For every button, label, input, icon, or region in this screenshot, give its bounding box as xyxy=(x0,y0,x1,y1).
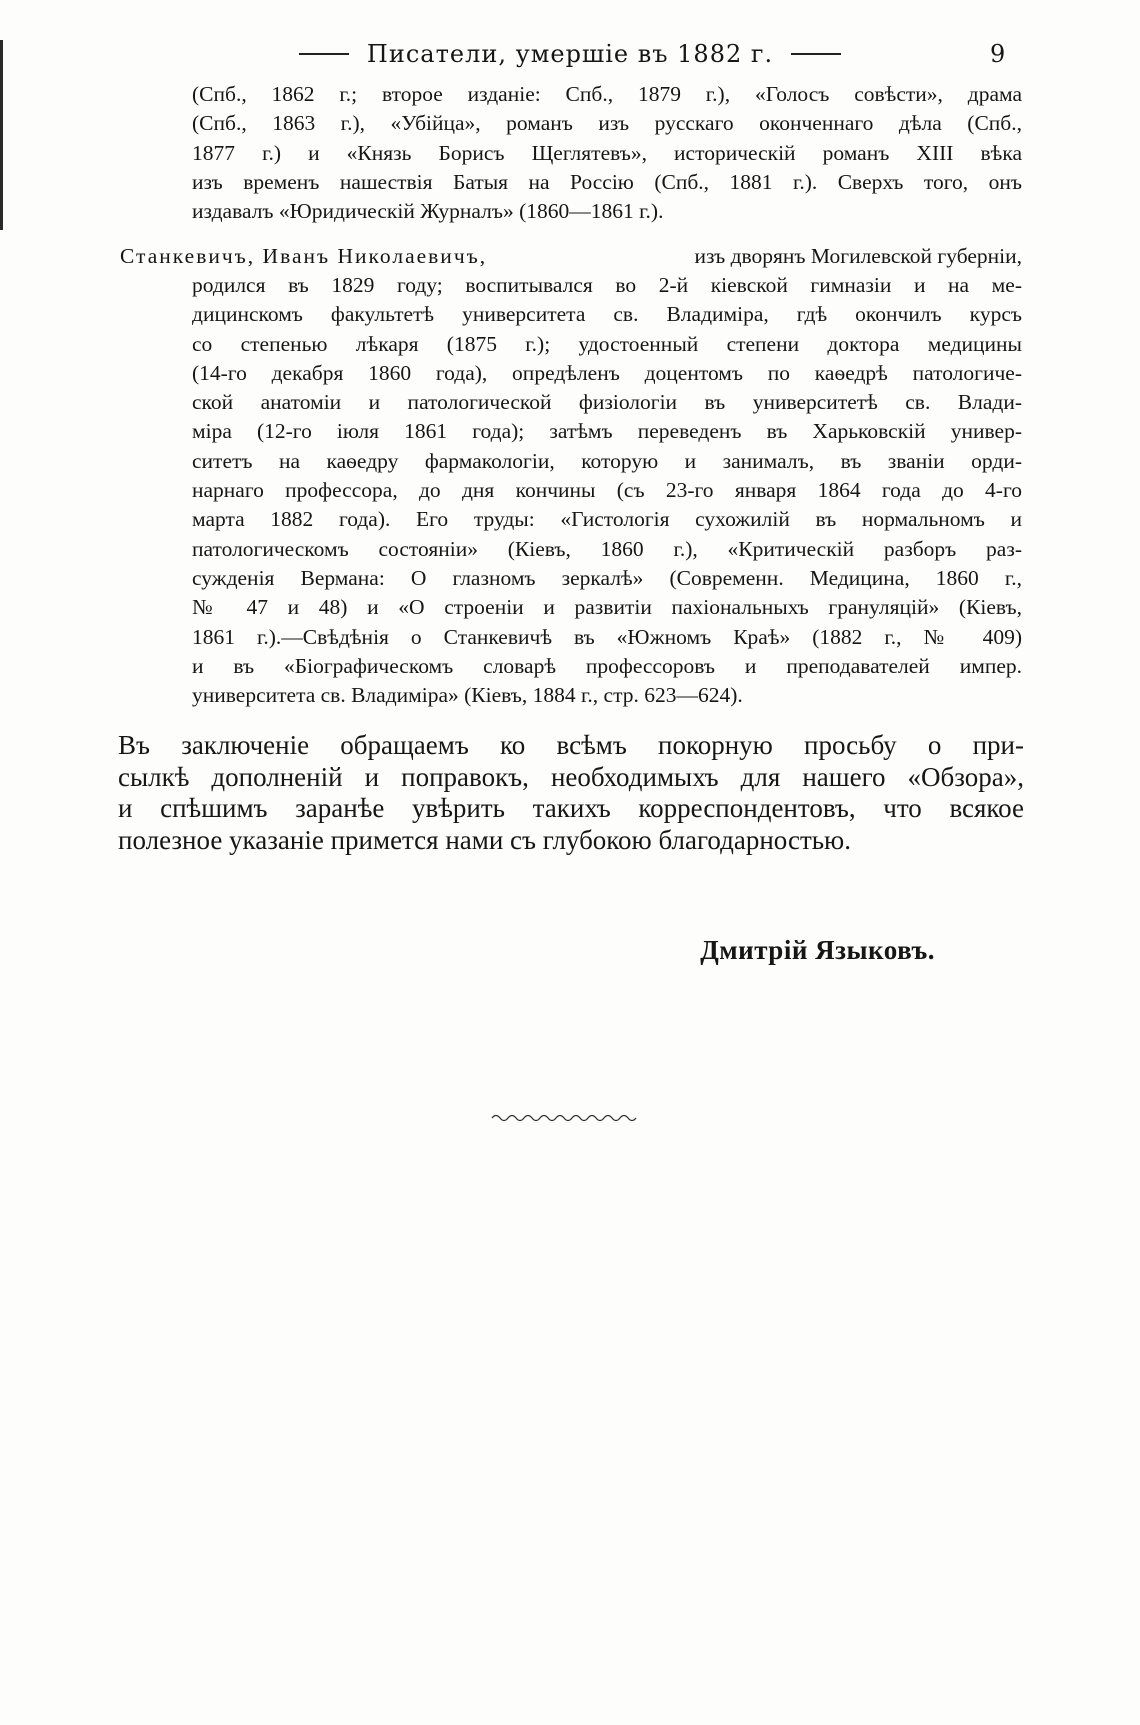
biography-name: Станкевичъ, Иванъ Николаевичъ, xyxy=(120,244,488,268)
biography-entry xyxy=(192,271,1022,710)
text-line: и въ «Біографическомъ словарѣ профессоровъ и преподавателей импер. xyxy=(192,653,1022,678)
text-line: марта 1882 года). Его труды: «Гистологія сухожилій въ нормальномъ и xyxy=(192,507,1022,532)
scan-edge-mark xyxy=(0,40,3,230)
header-rule-right xyxy=(791,53,841,55)
text-line: 1877 г.) и «Князь Борисъ Щеглятевъ», историческій романъ XIII вѣка xyxy=(192,140,1022,165)
text-line: ской анатоміи и патологической физіологіи въ университетѣ св. Влади- xyxy=(192,390,1022,415)
text-line: сылкѣ дополненій и поправокъ, необходимыхъ для нашего «Обзора», xyxy=(118,761,1024,792)
running-title: Писатели, умершіе въ 1882 г. xyxy=(366,40,774,68)
page-number: 9 xyxy=(990,40,1006,68)
text-line: патологическомъ состояніи» (Кіевъ, 1860 г.), «Критическій разборъ раз- xyxy=(192,536,1022,561)
end-ornament xyxy=(490,1112,640,1124)
text-line: родился въ 1829 году; воспитывался во 2-й кіевской гимназіи и на ме- xyxy=(192,273,1022,297)
text-line: университета св. Владиміра» (Кіевъ, 1884 г., стр. 623—624). xyxy=(192,683,743,708)
text-line: со степенью лѣкаря (1875 г.); удостоенный степени доктора медицины xyxy=(192,331,1022,356)
text-line: изъ временъ нашествія Батыя на Россію (Спб., 1881 г.). Сверхъ того, онъ xyxy=(192,169,1022,194)
running-header xyxy=(120,36,1020,72)
text-line: ситетъ на каѳедру фармакологіи, которую и занималъ, въ званіи орди- xyxy=(192,448,1022,473)
biography-heading xyxy=(120,242,1022,271)
text-line: нарнаго профессора, до дня кончины (съ 23-го января 1864 года до 4-го xyxy=(192,478,1022,503)
text-line: сужденія Вермана: О глазномъ зеркалѣ» (Современн. Медицина, 1860 г., xyxy=(192,565,1022,590)
text-line: (Спб., 1863 г.), «Убійца», романъ изъ русскаго оконченнаго дѣла (Спб., xyxy=(192,111,1022,136)
author-signature: Дмитрій Языковъ. xyxy=(700,935,935,965)
text-line: и спѣшимъ заранѣе увѣрить такихъ корреспондентовъ, что всякое xyxy=(118,793,1024,823)
text-line: полезное указаніе примется нами съ глубокою благодарностью. xyxy=(118,824,851,855)
text-line: № 47 и 48) и «О строеніи и развитіи пахіональныхъ грануляцій» (Кіевъ, xyxy=(192,595,1022,620)
header-rule-left xyxy=(299,53,349,55)
biography-first-line: изъ дворянъ Могилевской губерніи, xyxy=(694,244,1022,268)
previous-entry-continuation xyxy=(192,80,1022,226)
closing-paragraph xyxy=(118,730,1024,856)
text-line: (14-го декабря 1860 года), опредѣленъ доцентомъ по каѳедрѣ патологиче- xyxy=(192,360,1022,385)
text-line: дицинскомъ факультетѣ университета св. Владиміра, гдѣ окончилъ курсъ xyxy=(192,302,1022,327)
text-line: міра (12-го іюля 1861 года); затѣмъ переведенъ въ Харьковскій универ- xyxy=(192,419,1022,444)
text-line: 1861 г.).—Свѣдѣнія о Станкевичѣ въ «Южномъ Краѣ» (1882 г., № 409) xyxy=(192,624,1022,649)
text-line: (Спб., 1862 г.; второе изданіе: Спб., 1879 г.), «Голосъ совѣсти», драма xyxy=(192,82,1022,106)
text-line: издавалъ «Юридическій Журналъ» (1860—1861 г.). xyxy=(192,199,664,224)
text-line: Въ заключеніе обращаемъ ко всѣмъ покорную просьбу о при- xyxy=(118,730,1024,760)
